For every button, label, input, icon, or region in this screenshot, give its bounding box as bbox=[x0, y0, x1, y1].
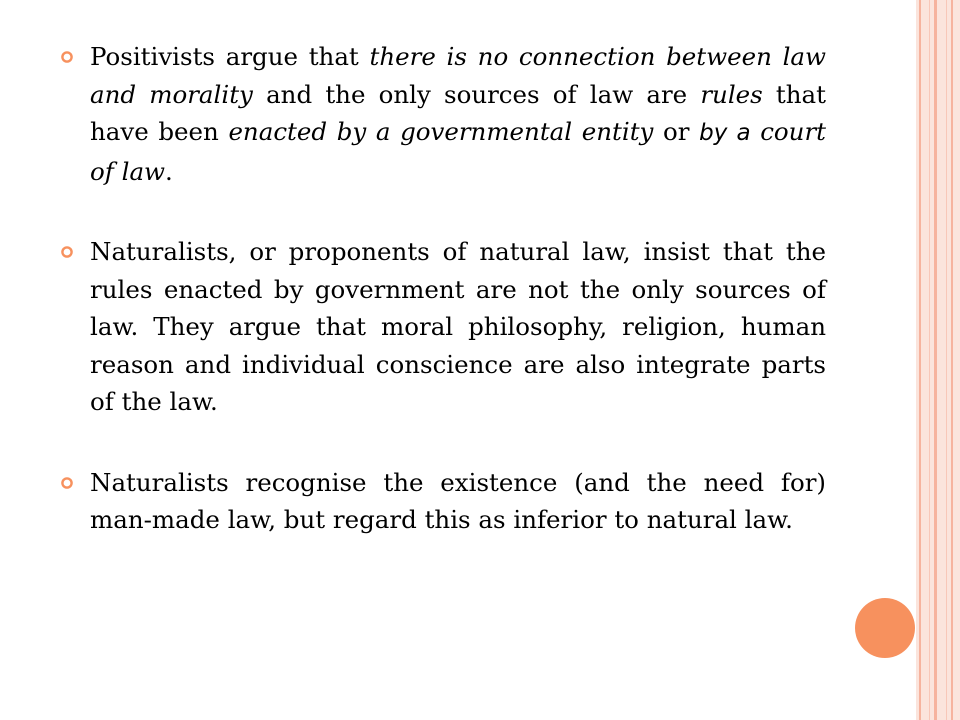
slide-body bbox=[60, 38, 826, 539]
text-segment-italic: rules bbox=[700, 79, 763, 109]
bullet-item bbox=[60, 38, 826, 190]
text-segment-sans: by a bbox=[699, 120, 751, 146]
text-segment-italic: there is no connection between law and morality bbox=[90, 42, 826, 109]
text-segment-italic: court of law bbox=[90, 117, 827, 186]
text-segment: Naturalists, or proponents of natural law, insist that the rules enacted by government are not the only sources of law. They argue that moral philosophy, religion, human reason and individual conscience are also integrate parts of the law. bbox=[90, 237, 826, 416]
decorative-stripe bbox=[946, 0, 947, 720]
text-segment: Naturalists recognise the existence (and the need for) man-made law, but regard this as inferior to natural law. bbox=[90, 467, 826, 534]
text-segment: . bbox=[165, 156, 173, 186]
decorative-stripe bbox=[951, 0, 953, 720]
decorative-circle bbox=[855, 598, 915, 658]
circle-outline-bullet-icon bbox=[60, 46, 78, 68]
text-segment: or bbox=[653, 117, 700, 146]
text-segment-italic: enacted by a governmental entity bbox=[228, 117, 654, 146]
bullet-item bbox=[60, 464, 826, 539]
circle-outline-bullet-icon bbox=[60, 472, 78, 494]
decorative-stripe bbox=[919, 0, 921, 720]
text-segment: Positivists argue that bbox=[90, 42, 370, 71]
bullet-text-1 bbox=[90, 38, 826, 190]
bullet-item bbox=[60, 233, 826, 421]
text-segment: that have been bbox=[90, 79, 826, 146]
decorative-stripe bbox=[929, 0, 930, 720]
decorative-stripe bbox=[934, 0, 937, 720]
text-segment: and the only sources of law are bbox=[252, 79, 701, 109]
bullet-text-3 bbox=[90, 464, 826, 539]
circle-outline-bullet-icon bbox=[60, 241, 78, 263]
right-stripe-band bbox=[916, 0, 960, 720]
bullet-text-2 bbox=[90, 233, 826, 421]
